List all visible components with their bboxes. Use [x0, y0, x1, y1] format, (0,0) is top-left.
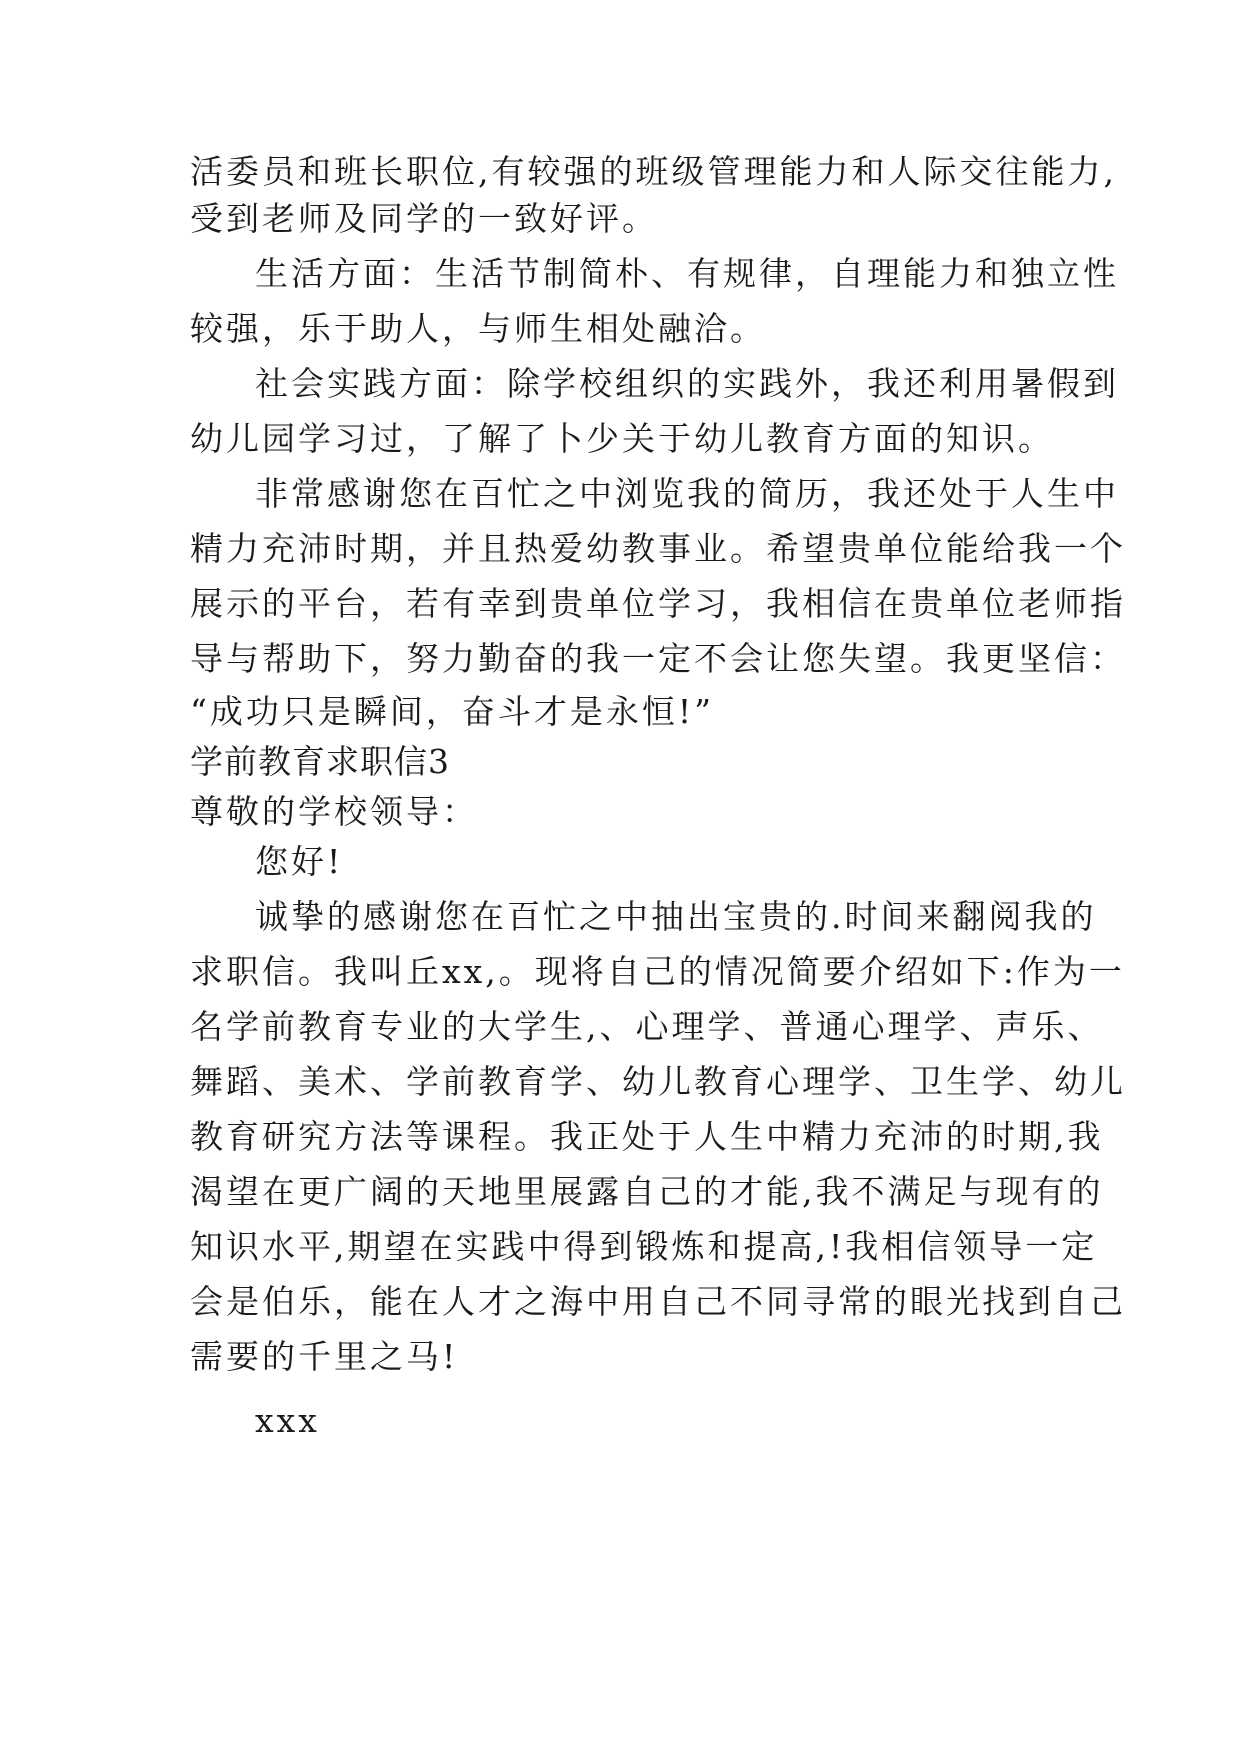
salutation: 尊敬的学校领导：: [190, 792, 478, 831]
text-line: 社会实践方面：除学校组织的实践外，我还利用暑假到: [255, 364, 1119, 403]
text-line: 展示的平台，若有幸到贵单位学习，我相信在贵单位老师指: [190, 584, 1126, 623]
text-line: 诚挚的感谢您在百忙之中抽出宝贵的.时间来翻阅我的: [255, 897, 1097, 936]
text-line: “成功只是瞬间，奋斗才是永恒!”: [190, 692, 715, 731]
signature: xxx: [255, 1401, 320, 1440]
text-line: 幼儿园学习过，了解了卜少关于幼儿教育方面的知识。: [190, 419, 1054, 458]
text-line: 活委员和班长职位,有较强的班级管理能力和人际交往能力,: [190, 152, 1117, 191]
text-line: 精力充沛时期，并且热爱幼教事业。希望贵单位能给我一个: [190, 529, 1126, 568]
text-line: 非常感谢您在百忙之中浏览我的简历，我还处于人生中: [255, 474, 1119, 513]
text-line: 会是伯乐，能在人才之海中用自己不同寻常的眼光找到自己: [190, 1282, 1126, 1321]
text-line: 较强，乐于助人，与师生相处融洽。: [190, 309, 766, 348]
text-line: 生活方面：生活节制简朴、有规律，自理能力和独立性: [255, 254, 1119, 293]
text-line: 求职信。我叫丘xx,。现将自己的情况简要介绍如下:作为一: [190, 952, 1125, 991]
text-line: 舞蹈、美术、学前教育学、幼儿教育心理学、卫生学、幼儿: [190, 1062, 1126, 1101]
text-line: 需要的千里之马!: [190, 1337, 459, 1376]
text-line: 渴望在更广阔的天地里展露自己的才能,我不满足与现有的: [190, 1172, 1104, 1211]
text-line: 知识水平,期望在实践中得到锻炼和提高,!我相信领导一定: [190, 1227, 1098, 1266]
section-heading: 学前教育求职信3: [190, 742, 450, 781]
text-line: 名学前教育专业的大学生,、心理学、普通心理学、声乐、: [190, 1007, 1104, 1046]
text-line: 受到老师及同学的一致好评。: [190, 199, 658, 238]
text-line: 导与帮助下，努力勤奋的我一定不会让您失望。我更坚信：: [190, 639, 1126, 678]
text-line: 教育研究方法等课程。我正处于人生中精力充沛的时期,我: [190, 1117, 1104, 1156]
greeting: 您好!: [255, 842, 344, 881]
